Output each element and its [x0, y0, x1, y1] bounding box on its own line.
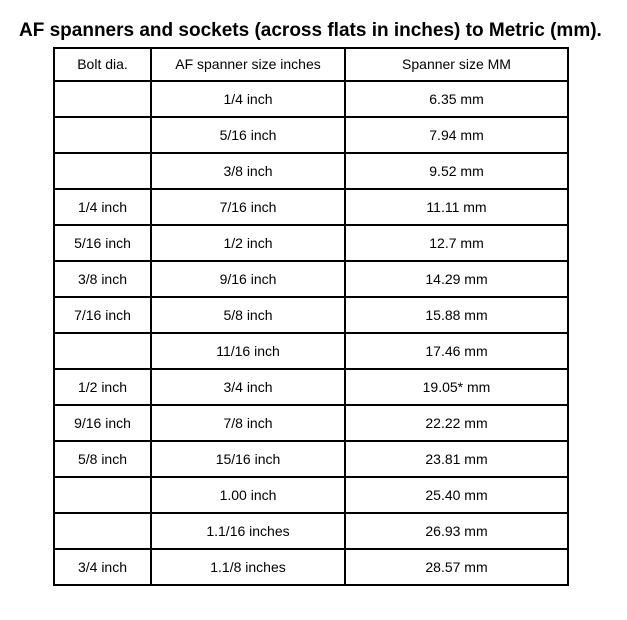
mm-size-cell: 9.52 mm [345, 153, 568, 189]
mm-size-cell: 14.29 mm [345, 261, 568, 297]
mm-size-cell: 6.35 mm [345, 81, 568, 117]
conversion-table [53, 47, 569, 586]
mm-size-cell: 12.7 mm [345, 225, 568, 261]
table-row [54, 405, 568, 441]
table-row [54, 477, 568, 513]
af-size-cell: 5/8 inch [151, 297, 345, 333]
table-row [54, 189, 568, 225]
header-row [54, 48, 568, 81]
bolt-dia-cell: 3/4 inch [54, 549, 151, 585]
bolt-dia-cell [54, 117, 151, 153]
af-size-cell: 1.00 inch [151, 477, 345, 513]
header-bolt-dia: Bolt dia. [54, 48, 151, 81]
bolt-dia-cell: 3/8 inch [54, 261, 151, 297]
table-row [54, 225, 568, 261]
table-row [54, 513, 568, 549]
bolt-dia-cell: 5/8 inch [54, 441, 151, 477]
bolt-dia-cell: 5/16 inch [54, 225, 151, 261]
af-size-cell: 1/4 inch [151, 81, 345, 117]
mm-size-cell: 25.40 mm [345, 477, 568, 513]
table-row [54, 549, 568, 585]
mm-size-cell: 26.93 mm [345, 513, 568, 549]
af-size-cell: 7/16 inch [151, 189, 345, 225]
bolt-dia-cell [54, 81, 151, 117]
header-mm-size: Spanner size MM [345, 48, 568, 81]
mm-size-cell: 17.46 mm [345, 333, 568, 369]
af-size-cell: 1/2 inch [151, 225, 345, 261]
table-row [54, 261, 568, 297]
table-row [54, 153, 568, 189]
af-size-cell: 1.1/8 inches [151, 549, 345, 585]
mm-size-cell: 22.22 mm [345, 405, 568, 441]
af-size-cell: 3/8 inch [151, 153, 345, 189]
mm-size-cell: 7.94 mm [345, 117, 568, 153]
mm-size-cell: 19.05* mm [345, 369, 568, 405]
bolt-dia-cell [54, 513, 151, 549]
af-size-cell: 3/4 inch [151, 369, 345, 405]
bolt-dia-cell [54, 153, 151, 189]
mm-size-cell: 11.11 mm [345, 189, 568, 225]
af-size-cell: 11/16 inch [151, 333, 345, 369]
mm-size-cell: 15.88 mm [345, 297, 568, 333]
af-size-cell: 15/16 inch [151, 441, 345, 477]
mm-size-cell: 23.81 mm [345, 441, 568, 477]
bolt-dia-cell [54, 333, 151, 369]
table-row [54, 81, 568, 117]
af-size-cell: 9/16 inch [151, 261, 345, 297]
mm-size-cell: 28.57 mm [345, 549, 568, 585]
bolt-dia-cell: 1/2 inch [54, 369, 151, 405]
table-row [54, 369, 568, 405]
header-af-size: AF spanner size inches [151, 48, 345, 81]
table-row [54, 297, 568, 333]
af-size-cell: 7/8 inch [151, 405, 345, 441]
table-row [54, 441, 568, 477]
bolt-dia-cell [54, 477, 151, 513]
page-title: AF spanners and sockets (across flats in inches) to Metric (mm). [19, 20, 602, 41]
af-size-cell: 1.1/16 inches [151, 513, 345, 549]
bolt-dia-cell: 9/16 inch [54, 405, 151, 441]
table-row [54, 117, 568, 153]
bolt-dia-cell: 7/16 inch [54, 297, 151, 333]
af-size-cell: 5/16 inch [151, 117, 345, 153]
bolt-dia-cell: 1/4 inch [54, 189, 151, 225]
table-row [54, 333, 568, 369]
